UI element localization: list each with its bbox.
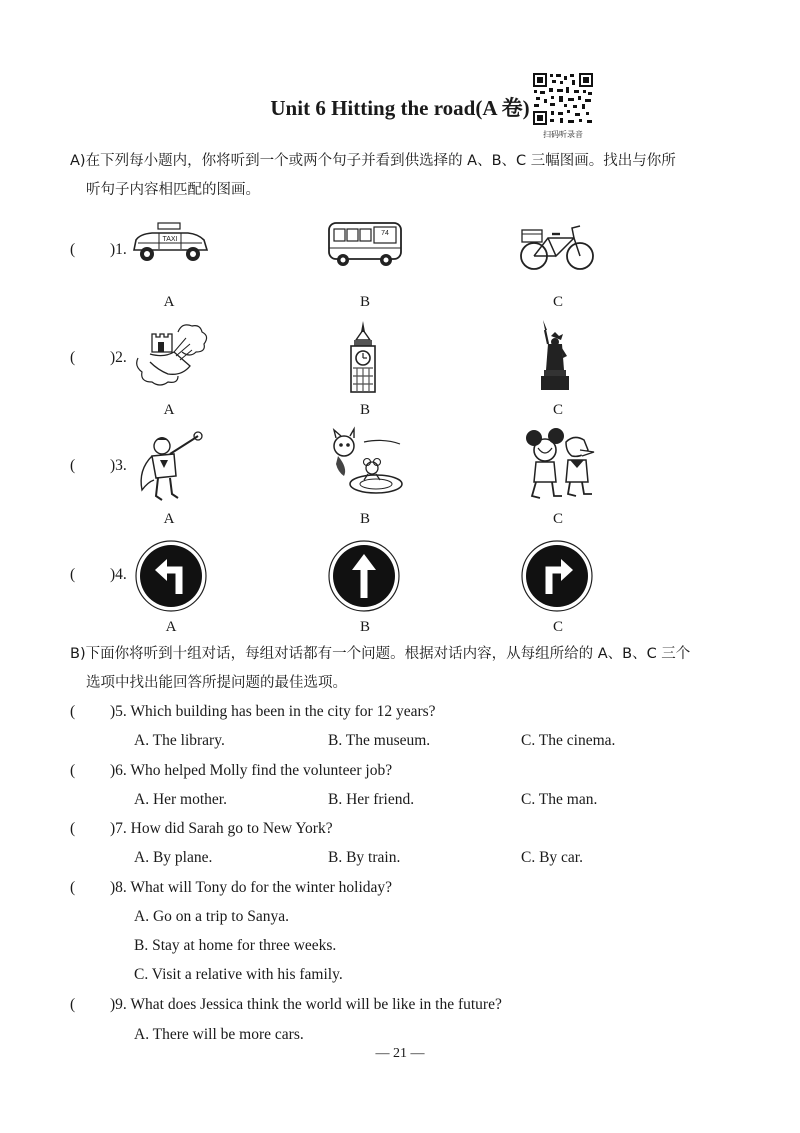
page-number: — 21 — [375,1046,425,1061]
tom-and-jerry-icon[interactable] [324,428,406,498]
option-letter: B [359,511,370,527]
big-ben-icon[interactable] [346,320,380,394]
answer-paren[interactable]: ( [70,457,76,474]
option-letter: A [163,402,175,418]
option-c[interactable]: C. By car. [521,849,583,866]
option-a[interactable]: A. Her mother. [134,791,227,808]
section-b-instruction-line1: B)下面你将听到十组对话，每组对话都有一个问题。根据对话内容，从每组所给的 A、B、C 三个 [70,646,691,662]
answer-paren[interactable]: ( [70,879,76,896]
turn-left-sign-icon[interactable] [135,540,207,612]
page-title: Unit 6 Hitting the road(A 卷) [270,96,530,120]
answer-paren[interactable]: ( [70,566,76,583]
qr-code-icon[interactable] [532,72,594,126]
option-c[interactable]: C. Visit a relative with his family. [134,966,343,983]
option-a[interactable]: A. There will be more cars. [134,1026,304,1043]
qr-caption: 扫码听录音 [543,130,583,139]
question-number: )1. [110,241,127,258]
question-text: )8. What will Tony do for the winter holiday? [110,879,393,896]
mickey-and-donald-icon[interactable] [522,428,596,500]
bicycle-icon[interactable] [518,220,598,272]
option-letter: C [552,511,563,527]
option-a[interactable]: A. By plane. [134,849,213,866]
option-letter: B [359,619,370,635]
option-letter: C [552,402,563,418]
question-number: )2. [110,349,127,366]
option-b[interactable]: B. By train. [328,849,401,866]
option-letter: B [359,402,370,418]
option-c[interactable]: C. The man. [521,791,598,808]
bus-icon[interactable] [326,220,404,270]
taxi-icon[interactable] [130,222,210,264]
taxi-sign-text: TAXI [162,236,178,243]
question-text: )9. What does Jessica think the world will be like in the future? [110,996,502,1013]
answer-paren[interactable]: ( [70,241,76,258]
option-b[interactable]: B. The museum. [328,732,431,749]
option-letter: C [552,619,563,635]
question-number: )3. [110,457,127,474]
answer-paren[interactable]: ( [70,349,76,366]
turn-right-sign-icon[interactable] [521,540,593,612]
answer-paren[interactable]: ( [70,703,76,720]
option-letter: A [163,511,175,527]
answer-paren[interactable]: ( [70,762,76,779]
option-a[interactable]: A. The library. [134,732,225,749]
question-text: )7. How did Sarah go to New York? [110,820,333,837]
option-letter: C [552,294,563,310]
option-letter: A [165,619,177,635]
option-letter: B [359,294,370,310]
superman-icon[interactable] [134,430,206,504]
section-a-instruction-line2: 听句子内容相匹配的图画。 [86,182,260,198]
option-a[interactable]: A. Go on a trip to Sanya. [134,908,289,925]
option-letter: A [163,294,175,310]
question-number: )4. [110,566,127,583]
question-text: )5. Which building has been in the city for 12 years? [110,703,436,720]
section-b-instruction-line2: 选项中找出能回答所提问题的最佳选项。 [86,675,347,691]
option-b[interactable]: B. Stay at home for three weeks. [134,937,337,954]
question-text: )6. Who helped Molly find the volunteer job? [110,762,393,779]
section-a-instruction-line1: A)在下列每小题内，你将听到一个或两个句子并看到供选择的 A、B、C 三幅图画。找出与你所 [70,153,676,169]
answer-paren[interactable]: ( [70,820,76,837]
option-b[interactable]: B. Her friend. [328,791,415,808]
option-c[interactable]: C. The cinema. [521,732,616,749]
bus-number: 74 [381,230,389,237]
go-straight-sign-icon[interactable] [328,540,400,612]
statue-of-liberty-icon[interactable] [537,318,573,392]
answer-paren[interactable]: ( [70,996,76,1013]
great-wall-icon[interactable] [130,318,210,390]
